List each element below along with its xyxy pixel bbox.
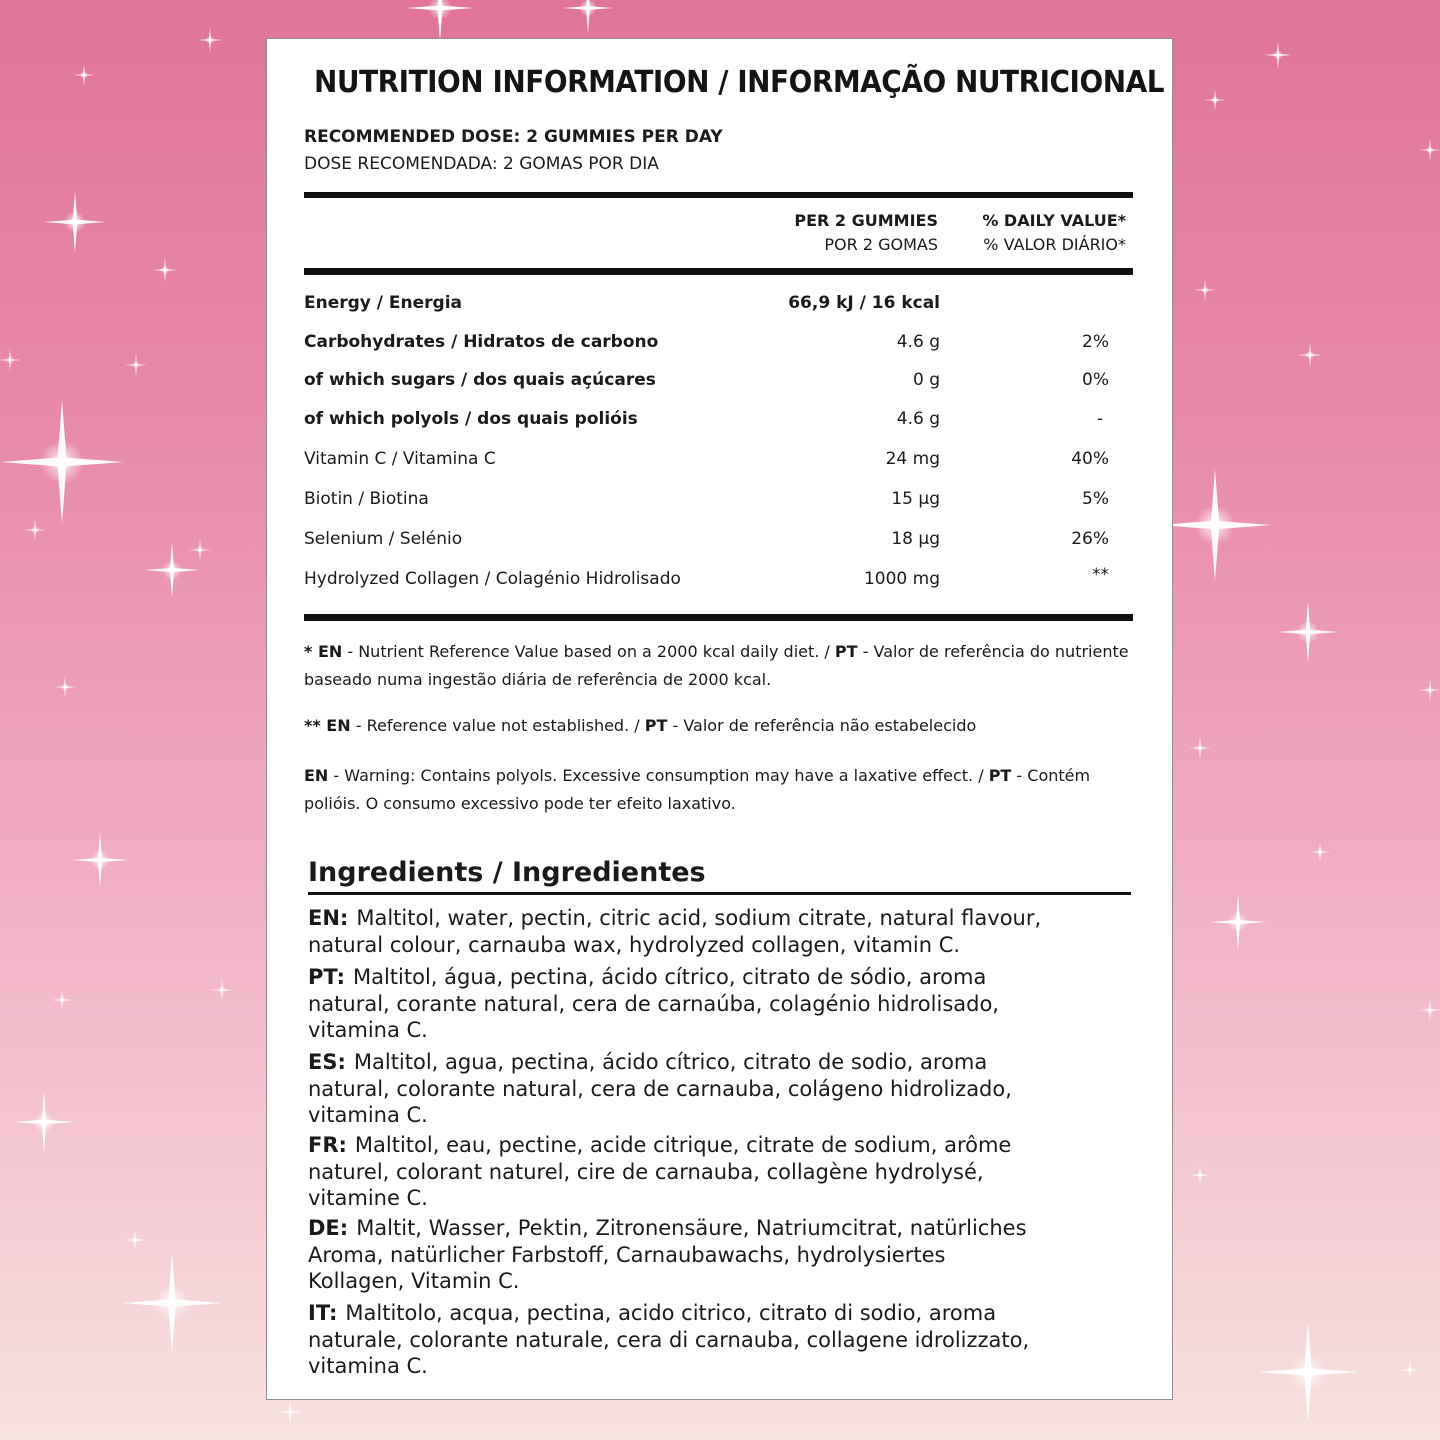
column-header-dv-en: % DAILY VALUE*: [982, 211, 1126, 230]
nutrient-row: [304, 489, 1133, 513]
nutrient-daily-value: **: [1092, 565, 1109, 585]
footnote-marker: ** EN: [304, 716, 351, 735]
nutrient-amount: 66,9 kJ / 16 kcal: [788, 293, 940, 313]
nutrient-row: [304, 565, 1133, 593]
nutrient-name: Selenium / Selénio: [304, 529, 463, 549]
nutrient-daily-value: 26%: [1071, 529, 1109, 549]
ingredients-de: [308, 1215, 1048, 1295]
nutrient-name: Hydrolyzed Collagen / Colagénio Hidrolisado: [304, 569, 681, 589]
nutrient-name: of which polyols / dos quais polióis: [304, 409, 638, 429]
ingredients-en: [308, 905, 1048, 958]
divider: [308, 892, 1131, 895]
column-header-daily-value: [982, 211, 1126, 254]
nutrient-amount: 24 mg: [885, 449, 940, 469]
ingredients-text: Maltitol, agua, pectina, ácido cítrico, citrato de sodio, aroma natural, colorante natural, cera de carnauba, colágeno hidrolizado, vitamina C.: [308, 1050, 1012, 1127]
nutrient-name: Carbohydrates / Hidratos de carbono: [304, 332, 659, 352]
footnote-text: - Valor de referência não estabelecido: [667, 716, 977, 735]
nutrient-amount: 4.6 g: [896, 409, 940, 429]
language-code: ES:: [308, 1050, 346, 1074]
ingredients-text: Maltitolo, acqua, pectina, acido citrico, citrato di sodio, aroma naturale, colorante naturale, cera di carnauba, collagene idrolizzato, vitamina C.: [308, 1301, 1030, 1378]
language-code: FR:: [308, 1133, 347, 1157]
nutrient-daily-value: 0%: [1082, 370, 1109, 390]
ingredients-it: [308, 1300, 1048, 1380]
nutrient-row: [304, 409, 1133, 433]
footnote-text: - Valor de referência do nutriente baseado numa ingestão diária de referência de 2000 kcal.: [304, 642, 1129, 689]
nutrient-row: [304, 529, 1133, 553]
language-code: EN:: [308, 906, 349, 930]
ingredients-text: Maltit, Wasser, Pektin, Zitronensäure, Natriumcitrat, natürliches Aroma, natürlicher Farbstoff, Carnaubawachs, hydrolysiertes Kollagen, Vitamin C.: [308, 1216, 1027, 1293]
column-header-per-serving: [794, 211, 938, 254]
recommended-dose-en: RECOMMENDED DOSE: 2 GUMMIES PER DAY: [304, 127, 723, 147]
divider: [304, 192, 1133, 198]
nutrient-name: Energy / Energia: [304, 293, 463, 313]
nutrient-amount: 18 µg: [891, 529, 940, 549]
column-header-per-en: PER 2 GUMMIES: [794, 211, 938, 230]
nutrition-label-card: [266, 38, 1173, 1400]
nutrient-daily-value: 2%: [1082, 332, 1109, 352]
language-code: PT:: [308, 965, 345, 989]
footnote-text: - Nutrient Reference Value based on a 2000 kcal daily diet. /: [342, 642, 835, 661]
divider: [304, 614, 1133, 621]
nutrient-amount: 0 g: [912, 370, 940, 390]
ingredients-text: Maltitol, water, pectin, citric acid, sodium citrate, natural flavour, natural colour, carnauba wax, hydrolyzed collagen, vitamin C.: [308, 906, 1042, 957]
nutrient-row: [304, 293, 1133, 317]
nutrient-name: of which sugars / dos quais açúcares: [304, 370, 656, 390]
ingredients-fr: [308, 1132, 1048, 1212]
nutrient-daily-value: 5%: [1082, 489, 1109, 509]
footnote-warning: [304, 762, 1139, 818]
footnote-marker: * EN: [304, 642, 343, 661]
footnote-not-established: [304, 712, 1139, 740]
nutrient-row: [304, 370, 1133, 394]
nutrient-amount: 4.6 g: [896, 332, 940, 352]
language-code: IT:: [308, 1301, 338, 1325]
footnote-marker: PT: [644, 716, 668, 735]
nutrient-daily-value: 40%: [1071, 449, 1109, 469]
nutrient-row: [304, 332, 1133, 356]
footnote-marker: PT: [988, 766, 1012, 785]
footnote-text: - Reference value not established. /: [350, 716, 645, 735]
divider: [304, 268, 1133, 275]
column-header-per-pt: POR 2 GOMAS: [824, 235, 938, 254]
nutrient-daily-value: -: [1096, 409, 1103, 429]
page-title: NUTRITION INFORMATION / INFORMAÇÃO NUTRICIONAL: [314, 65, 1165, 100]
nutrient-name: Vitamin C / Vitamina C: [304, 449, 496, 469]
recommended-dose-pt: DOSE RECOMENDADA: 2 GOMAS POR DIA: [304, 154, 659, 174]
footnote-text: - Contém polióis. O consumo excessivo pode ter efeito laxativo.: [304, 766, 1091, 813]
language-code: DE:: [308, 1216, 349, 1240]
nutrient-amount: 1000 mg: [863, 569, 940, 589]
ingredients-pt: [308, 964, 1048, 1044]
ingredients-text: Maltitol, eau, pectine, acide citrique, citrate de sodium, arôme naturel, colorant naturel, cire de carnauba, collagène hydrolysé, vitamine C.: [308, 1133, 1012, 1210]
column-header-dv-pt: % VALOR DIÁRIO*: [983, 235, 1126, 254]
footnote-text: - Warning: Contains polyols. Excessive consumption may have a laxative effect. /: [328, 766, 989, 785]
footnote-nrv: [304, 638, 1139, 694]
nutrient-amount: 15 µg: [891, 489, 940, 509]
footnote-marker: PT: [834, 642, 858, 661]
footnote-marker: EN: [304, 766, 329, 785]
ingredients-heading: Ingredients / Ingredientes: [308, 857, 706, 888]
ingredients-es: [308, 1049, 1048, 1129]
ingredients-text: Maltitol, água, pectina, ácido cítrico, citrato de sódio, aroma natural, corante natural, cera de carnaúba, colagénio hidrolisado, vitamina C.: [308, 965, 999, 1042]
nutrient-name: Biotin / Biotina: [304, 489, 429, 509]
nutrient-row: [304, 449, 1133, 473]
